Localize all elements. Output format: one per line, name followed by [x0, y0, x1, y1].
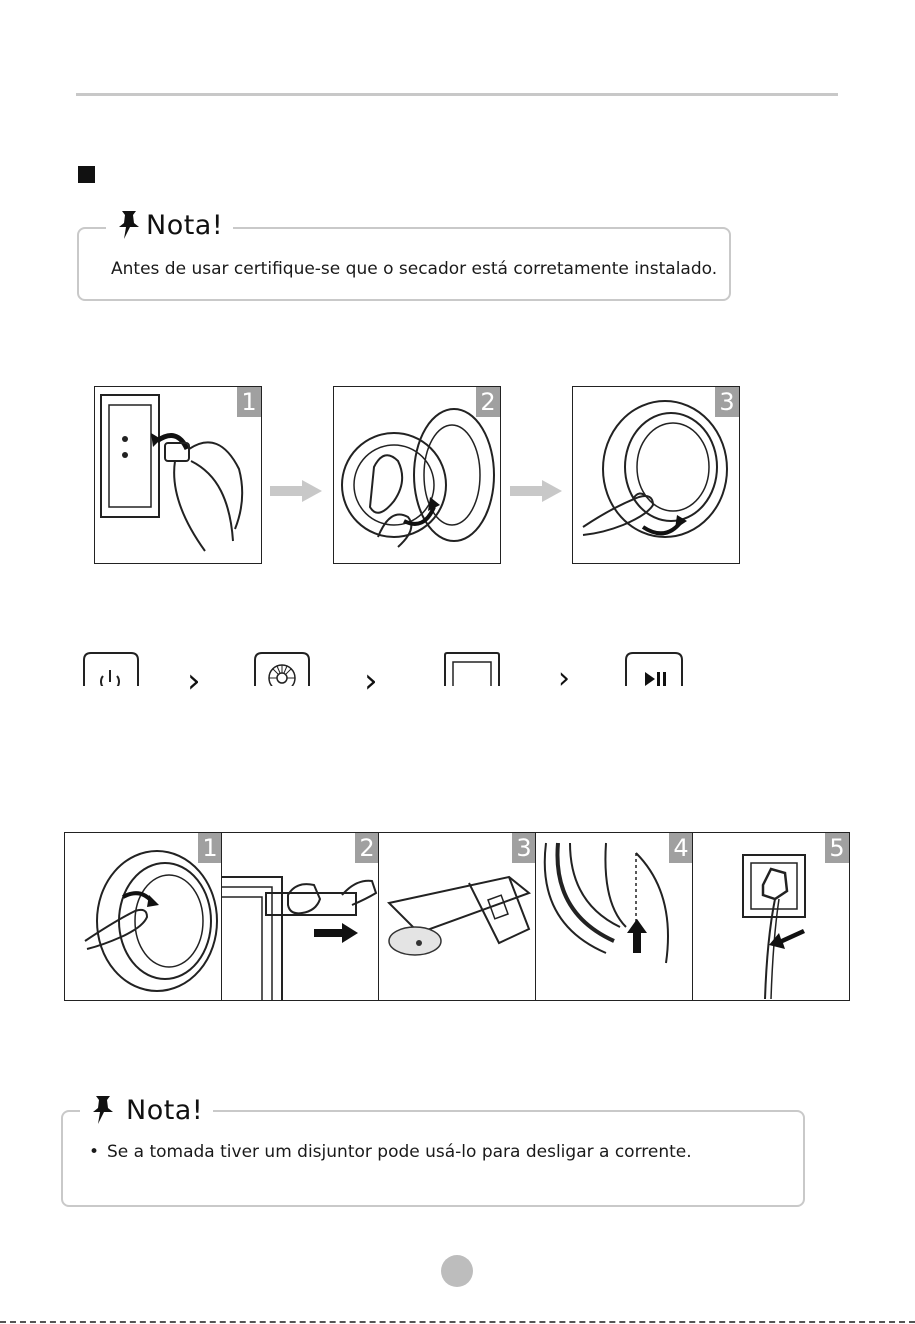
note-top-legend: [106, 205, 233, 245]
step-number: 3: [512, 833, 536, 863]
step-panel-2: [333, 386, 501, 564]
pushpin-icon: [90, 1094, 116, 1126]
play-pause-icon: [625, 652, 683, 686]
chevron-right-icon: ›: [558, 661, 570, 696]
step-strip-panel-5: [692, 832, 850, 1001]
step-number: 2: [476, 387, 500, 417]
chevron-right-icon: ›: [187, 661, 201, 701]
step-strip-panel-4: [535, 832, 694, 1001]
step-panel-3: [572, 386, 740, 564]
step-number: 2: [355, 833, 379, 863]
note-bottom-text: Se a tomada tiver um disjuntor pode usá-lo para desligar a corrente.: [107, 1142, 692, 1162]
note-top-text: Antes de usar certifique-se que o secador está corretamente instalado.: [111, 259, 718, 279]
step-number: 1: [198, 833, 222, 863]
note-bottom-title: Nota!: [126, 1094, 204, 1126]
chevron-right-icon: ›: [364, 661, 378, 701]
step-strip-panel-3: [378, 832, 537, 1001]
step-number: 5: [825, 833, 849, 863]
step-number: 1: [237, 387, 261, 417]
step-number: 3: [715, 387, 739, 417]
note-top-title: Nota!: [146, 209, 224, 241]
program-dial-icon: [254, 652, 310, 686]
note-bottom-legend: [80, 1090, 213, 1130]
step-strip-panel-1: [64, 832, 223, 1001]
section-marker: [78, 166, 95, 183]
power-icon: [83, 652, 139, 686]
display-icon: [444, 652, 500, 686]
header-rule: [76, 93, 838, 96]
arrow-right-icon: [510, 480, 562, 502]
footer-rule: [0, 1321, 915, 1323]
page-number-badge: [441, 1255, 473, 1287]
step-panel-1: [94, 386, 262, 564]
step-number: 4: [669, 833, 693, 863]
arrow-right-icon: [270, 480, 322, 502]
note-bottom-bullet: •: [89, 1142, 100, 1162]
pushpin-icon: [116, 209, 142, 241]
step-strip-panel-2: [221, 832, 380, 1001]
